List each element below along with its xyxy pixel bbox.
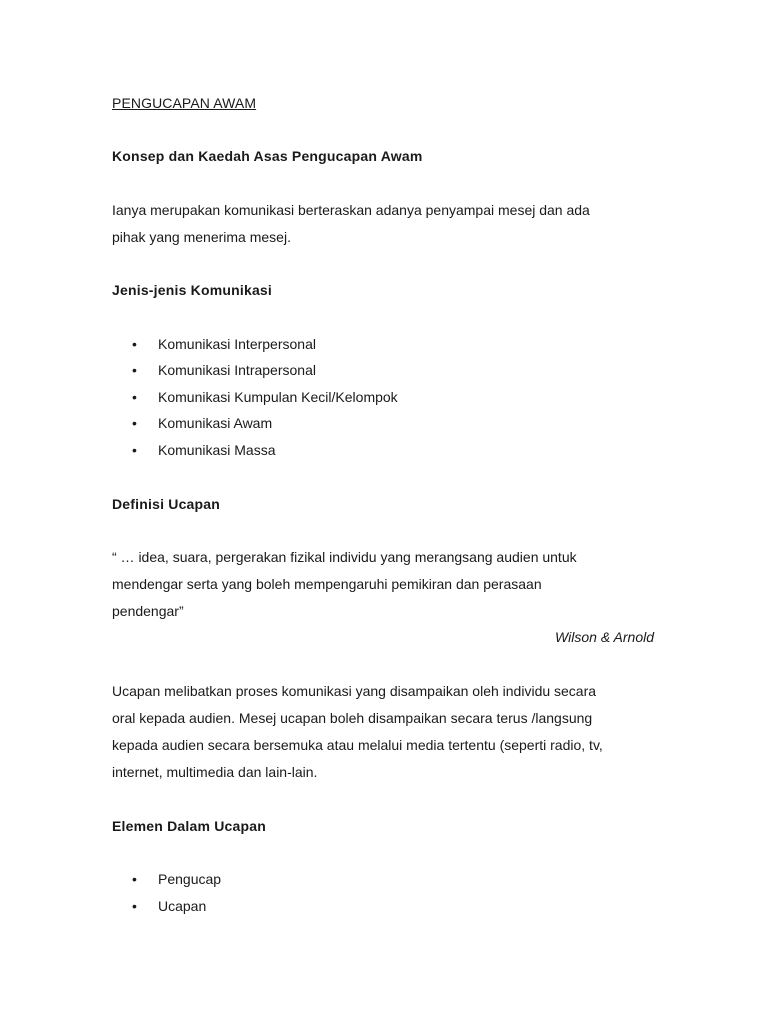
bullet-icon: • [132, 389, 137, 405]
list-item-text: Ucapan [158, 898, 207, 914]
list-item-text: Komunikasi Massa [158, 442, 276, 458]
section-heading-definisi: Definisi Ucapan [112, 496, 221, 512]
bullet-icon: • [132, 442, 137, 458]
list-item-text: Komunikasi Awam [158, 415, 273, 431]
paragraph-line: Ianya merupakan komunikasi berteraskan adanya penyampai mesej dan ada [112, 202, 590, 218]
bullet-icon: • [132, 362, 137, 378]
quote-line: pendengar” [112, 603, 184, 619]
document-title: PENGUCAPAN AWAM [112, 95, 257, 111]
quote-attribution: Wilson & Arnold [555, 629, 654, 645]
list-item-text: Komunikasi Intrapersonal [158, 362, 316, 378]
list-item-text: Komunikasi Kumpulan Kecil/Kelompok [158, 389, 398, 405]
bullet-icon: • [132, 415, 137, 431]
quote-line: mendengar serta yang boleh mempengaruhi pemikiran dan perasaan [112, 576, 542, 592]
quote-line: “ … idea, suara, pergerakan fizikal individu yang merangsang audien untuk [112, 549, 577, 565]
section-heading-konsep: Konsep dan Kaedah Asas Pengucapan Awam [112, 148, 423, 164]
paragraph-line: pihak yang menerima mesej. [112, 229, 291, 245]
list-item-text: Komunikasi Interpersonal [158, 336, 316, 352]
bullet-icon: • [132, 336, 137, 352]
list-item-text: Pengucap [158, 871, 222, 887]
bullet-icon: • [132, 871, 137, 887]
bullet-icon: • [132, 898, 137, 914]
paragraph-line: kepada audien secara bersemuka atau melalui media tertentu (seperti radio, tv, [112, 737, 603, 753]
paragraph-line: internet, multimedia dan lain-lain. [112, 764, 318, 780]
section-heading-jenis: Jenis-jenis Komunikasi [112, 282, 273, 298]
section-heading-elemen: Elemen Dalam Ucapan [112, 818, 266, 834]
paragraph-line: Ucapan melibatkan proses komunikasi yang disampaikan oleh individu secara [112, 683, 597, 699]
paragraph-line: oral kepada audien. Mesej ucapan boleh disampaikan secara terus /langsung [112, 710, 593, 726]
